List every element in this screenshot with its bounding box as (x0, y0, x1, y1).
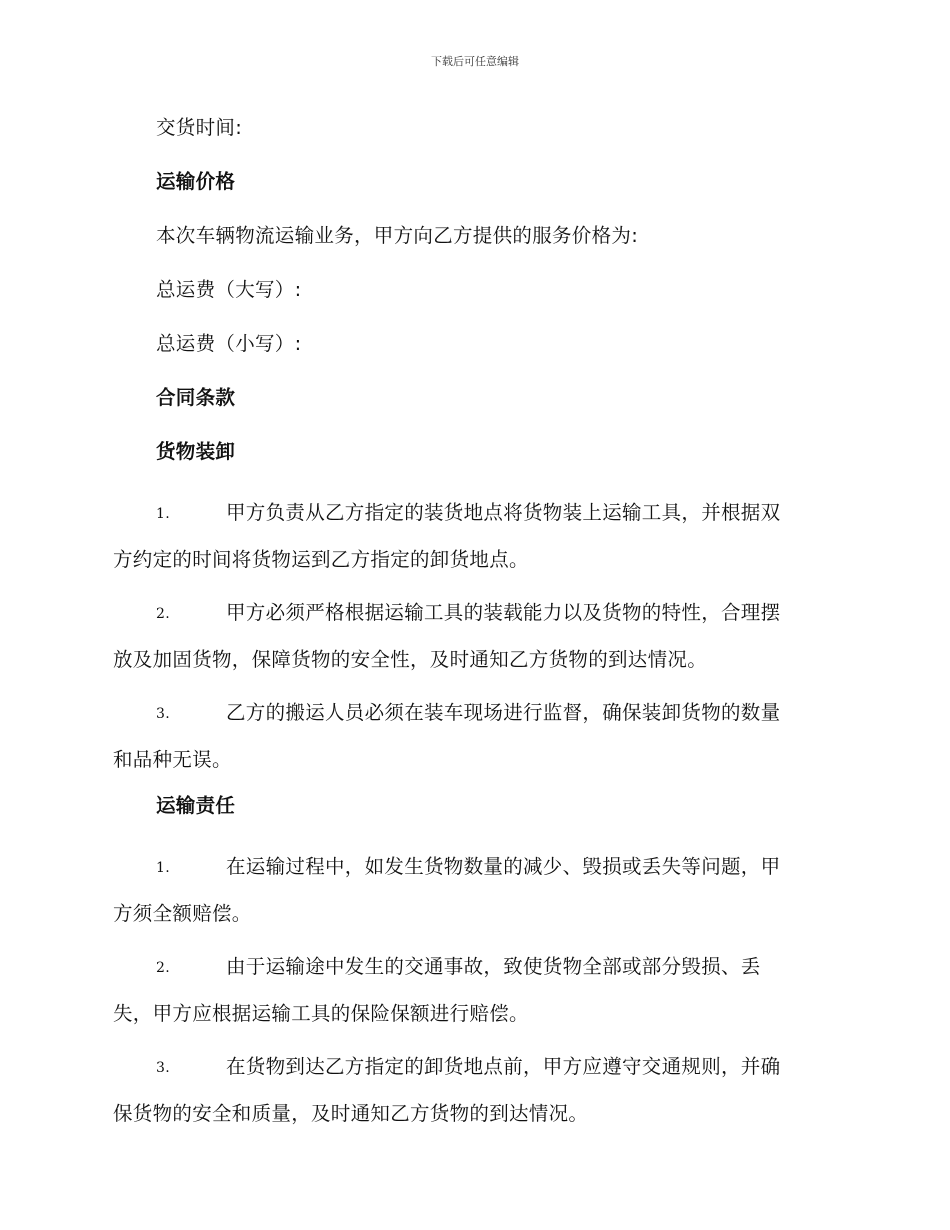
document-body (113, 112, 835, 1144)
liability-item-2-first-line (113, 944, 835, 991)
loading-item-1-continuation: 方约定的时间将货物运到乙方指定的卸货地点。 (113, 548, 529, 571)
liability-item-3 (113, 1044, 835, 1136)
liability-item-1-text: 在运输过程中，如发生货物数量的减少、毁损或丢失等问题，甲 (226, 855, 781, 878)
loading-item-2 (113, 590, 835, 682)
loading-item-3-first-line (113, 690, 835, 737)
loading-item-2-first-line (113, 590, 835, 637)
liability-item-2-text: 由于运输途中发生的交通事故，致使货物全部或部分毁损、丢 (226, 955, 761, 978)
liability-item-2 (113, 944, 835, 1036)
loading-item-2-text: 甲方必须严格根据运输工具的装载能力以及货物的特性，合理摆 (226, 601, 781, 624)
loading-item-3-number: 3. (156, 706, 170, 722)
liability-item-1 (113, 844, 835, 936)
loading-item-2-continuation: 放及加固货物，保障货物的安全性，及时通知乙方货物的到达情况。 (113, 648, 708, 671)
loading-section-heading: 货物装卸 (156, 440, 236, 463)
liability-item-1-number: 1. (156, 860, 170, 876)
price-section-heading: 运输价格 (156, 170, 236, 193)
loading-item-3-text: 乙方的搬运人员必须在装车现场进行监督，确保装卸货物的数量 (226, 701, 781, 724)
liability-section-heading: 运输责任 (156, 794, 236, 817)
loading-item-2-number: 2. (156, 606, 170, 622)
liability-item-1-first-line (113, 844, 835, 891)
loading-item-1-number: 1. (156, 506, 170, 522)
total-fee-lower: 总运费（小写）: (156, 332, 302, 355)
price-intro: 本次车辆物流运输业务，甲方向乙方提供的服务价格为: (156, 224, 639, 247)
liability-item-2-number: 2. (156, 960, 170, 976)
liability-item-3-text: 在货物到达乙方指定的卸货地点前，甲方应遵守交通规则，并确 (226, 1055, 781, 1078)
terms-heading: 合同条款 (156, 386, 236, 409)
liability-item-3-number: 3. (156, 1060, 170, 1076)
total-fee-upper: 总运费（大写）: (156, 278, 302, 301)
liability-item-1-continuation: 方须全额赔偿。 (113, 902, 252, 925)
liability-item-3-first-line (113, 1044, 835, 1091)
loading-item-1-first-line (113, 490, 835, 537)
loading-item-3 (113, 690, 835, 782)
liability-item-3-continuation: 保货物的安全和质量，及时通知乙方货物的到达情况。 (113, 1102, 589, 1125)
delivery-time-label: 交货时间: (156, 116, 243, 139)
page-header-note: 下载后可任意编辑 (431, 55, 519, 68)
loading-item-3-continuation: 和品种无误。 (113, 748, 232, 771)
liability-item-2-continuation: 失，甲方应根据运输工具的保险保额进行赔偿。 (113, 1002, 529, 1025)
loading-item-1-text: 甲方负责从乙方指定的装货地点将货物装上运输工具，并根据双 (226, 501, 781, 524)
loading-item-1 (113, 490, 835, 582)
